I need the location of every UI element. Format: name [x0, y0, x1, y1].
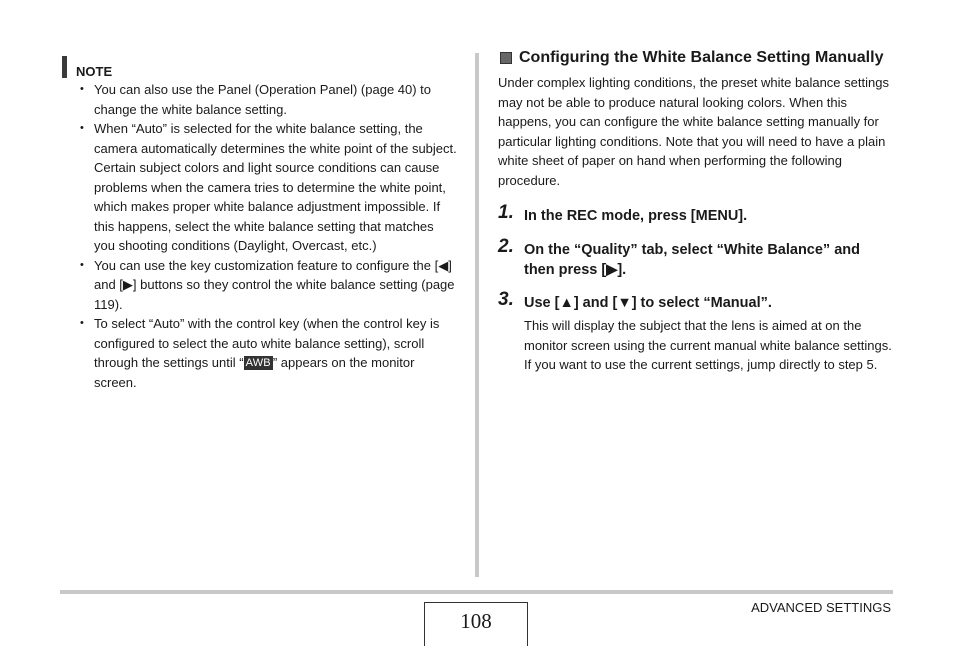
note-panel — [62, 54, 458, 392]
step-2 — [498, 236, 892, 280]
up-arrow-icon: ▲ — [559, 295, 574, 311]
note-item-text: ” appears on the monitor screen. — [94, 355, 415, 390]
footer-rule — [60, 590, 893, 594]
step-number: 2. — [498, 236, 514, 257]
step-title — [524, 293, 892, 313]
note-item — [62, 314, 458, 392]
note-title: NOTE — [76, 64, 113, 79]
step-title-text: On the “Quality” tab, select “White Balance” and then press [ — [524, 242, 860, 278]
section-intro: Under complex lighting conditions, the preset white balance settings may not be able to produce natural looking colors. When this happens, you can configure the white balance setting manually for particular lighting conditions. Note that you will need to have a plain white sheet of paper on hand when performing the following procedure. — [498, 75, 889, 188]
section-label: ADVANCED SETTINGS — [751, 600, 891, 615]
page-number: 108 — [424, 602, 528, 646]
note-item-text: To select “Auto” with the control key (when the control key is configured to select the auto white balance setting), scroll through the settings until “ — [94, 316, 440, 370]
note-item-text: You can also use the Panel (Operation Panel) (page 40) to change the white balance setting. — [94, 82, 432, 117]
right-arrow-icon: ▶ — [606, 262, 618, 278]
note-item — [62, 256, 458, 315]
note-list — [62, 80, 458, 392]
step-description: This will display the subject that the lens is aimed at on the monitor screen using the current manual white balance settings. If you want to use the current settings, jump directly to step 5. — [524, 318, 892, 372]
column-divider — [475, 53, 479, 577]
note-item-text: ] and [ — [94, 257, 452, 292]
note-marker-bar — [62, 56, 67, 78]
step-1 — [498, 202, 892, 226]
step-number: 1. — [498, 202, 514, 223]
step-title-text: ] and [ — [573, 295, 618, 311]
note-item-text: When “Auto” is selected for the white balance setting, the camera automatically determines the white point of the subject. Certain subject colors and light source conditions can cause problems when the camera tries to determine the white point, which makes proper white balance adjustment impossible. If this happens, select the white balance setting that matches you shooting conditions (Daylight, Overcast, etc.) — [94, 121, 457, 253]
procedure-section — [498, 48, 892, 375]
down-arrow-icon: ▼ — [617, 295, 632, 311]
note-item-text: ] buttons so they control the white balance setting (page 119). — [94, 277, 455, 312]
note-item — [62, 119, 458, 256]
note-item — [62, 80, 458, 119]
awb-icon: AWB — [245, 357, 271, 369]
step-title: In the REC mode, press [MENU]. — [524, 208, 748, 224]
square-bullet-icon — [500, 52, 512, 64]
note-header — [62, 54, 458, 80]
step-title-text: ]. — [617, 262, 627, 278]
section-title: Configuring the White Balance Setting Manually — [519, 49, 884, 66]
right-arrow-icon: ▶ — [122, 277, 133, 292]
step-title-text: Use [ — [524, 295, 560, 311]
step-3 — [498, 289, 892, 375]
step-title — [524, 240, 892, 280]
step-number: 3. — [498, 289, 514, 310]
step-title-text: ] to select “Manual”. — [631, 295, 772, 311]
section-heading — [498, 48, 892, 68]
left-arrow-icon: ◀ — [438, 257, 449, 273]
note-item-text: You can use the key customization feature to configure the [ — [94, 257, 439, 273]
